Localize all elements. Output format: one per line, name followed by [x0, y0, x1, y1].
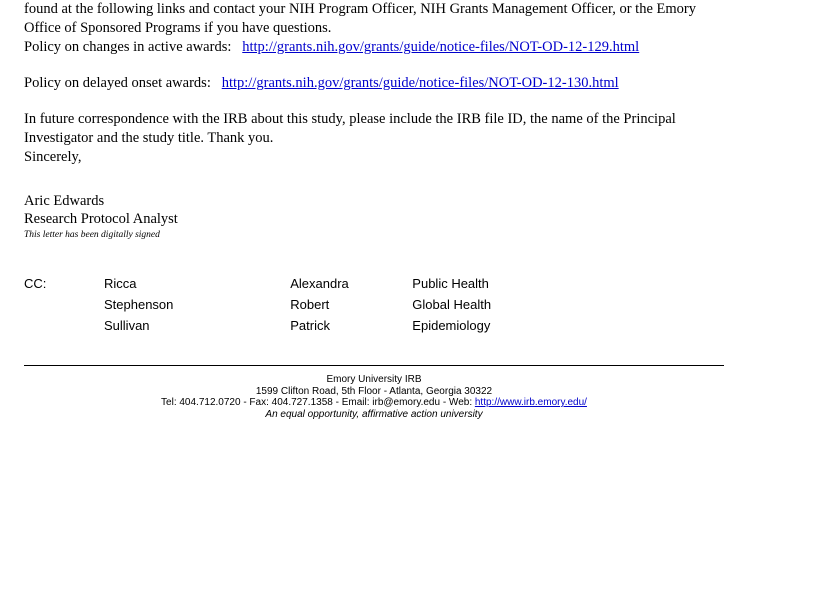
- policy-active-label: Policy on changes in active awards:: [24, 39, 232, 55]
- intro-paragraph: found at the following links and contact your NIH Program Officer, NIH Grants Management Officer, or the Emory Office of Sponsored Programs if you have questions.: [24, 1, 696, 36]
- table-row: [104, 276, 664, 297]
- table-row: [104, 318, 664, 339]
- table-row: [104, 297, 664, 318]
- cc-first-name: Alexandra: [290, 276, 349, 291]
- closing-salutation: Sincerely,: [24, 149, 82, 165]
- cc-department: Global Health: [412, 297, 492, 312]
- footer-eeo-statement: An equal opportunity, affirmative action university: [265, 408, 483, 420]
- cc-last-name: Ricca: [104, 276, 137, 291]
- signer-name: Aric Edwards: [24, 193, 105, 209]
- letter-body: [24, 0, 724, 241]
- cc-last-name: Sullivan: [104, 318, 150, 333]
- cc-first-name: Patrick: [290, 318, 330, 333]
- correspondence-paragraph: In future correspondence with the IRB about this study, please include the IRB file ID, the name of the Principal Investigator and the study title. Thank you.: [24, 111, 676, 146]
- signer-title: Research Protocol Analyst: [24, 211, 178, 227]
- footer-org: Emory University IRB: [326, 374, 422, 385]
- footer-web-link[interactable]: http://www.irb.emory.edu/: [474, 397, 587, 408]
- cc-department: Public Health: [412, 276, 489, 291]
- policy-delayed-link[interactable]: http://grants.nih.gov/grants/guide/notice-files/NOT-OD-12-130.html: [221, 75, 619, 91]
- page-footer: [24, 374, 724, 420]
- policy-delayed-label: Policy on delayed onset awards:: [24, 75, 211, 91]
- cc-label: CC:: [24, 276, 47, 291]
- policy-active-awards-line: [24, 38, 724, 57]
- footer-contact: [24, 397, 724, 409]
- policy-delayed-onset-line: [24, 74, 724, 93]
- cc-first-name: Robert: [290, 297, 330, 312]
- cc-last-name: Stephenson: [104, 297, 174, 312]
- footer-contact-text: Tel: 404.712.0720 - Fax: 404.727.1358 - Email: irb@emory.edu - Web:: [161, 397, 475, 408]
- footer-divider: [24, 365, 724, 366]
- cc-table: [104, 276, 664, 339]
- policy-active-link[interactable]: http://grants.nih.gov/grants/guide/notice-files/NOT-OD-12-129.html: [242, 39, 640, 55]
- footer-address: 1599 Clifton Road, 5th Floor - Atlanta, Georgia 30322: [255, 385, 493, 397]
- digital-signature-note: This letter has been digitally signed: [24, 230, 160, 240]
- cc-department: Epidemiology: [412, 318, 491, 333]
